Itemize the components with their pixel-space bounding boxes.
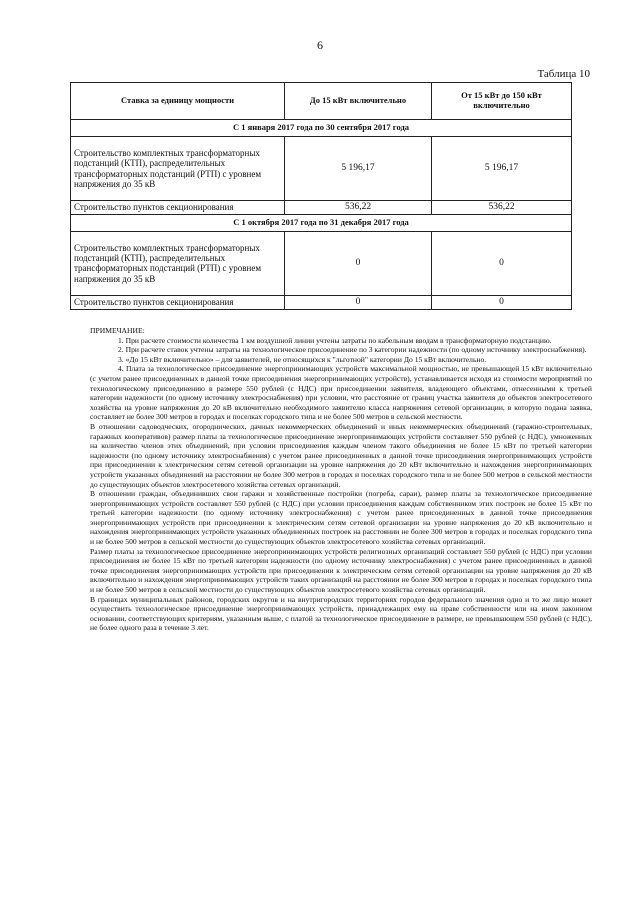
row-label: Строительство комплектных трансформаторных подстанций (КТП), распределительных трансформаторных подстанций (РТП) с уровнем напряжения до 35 кВ [71,137,285,201]
value-15-to-150: 536,22 [432,201,572,215]
note-item-3: 3. «До 15 кВт включительно» – для заявителей, не относящихся к "льготной" категории До 15 кВт включительно. [118,354,487,364]
table-row [71,295,572,309]
note-paragraph-religious: Размер платы за технологическое присоединение энергопринимающих устройств религиозных организаций составляет 550 рублей (с НДС) при условии присоединения не более 15 кВт по третьей категории надежности (по одному источнику электроснабжения) с учетом ранее присоединенных в данной точке присоединения энергопринимающих устройств при присоединении к электрическим сетям сетевой организации на уровне напряжения до 20 кВ включительно и нахождения энергопринимающих устройств таких организаций на расстоянии не более 300 метров в городах и поселках городского типа и не более 500 метров в сельской местности до существующих объектов электросетевого хозяйства сетевых организаций. [90,546,592,595]
table-row [71,137,572,201]
tariff-table [70,82,572,310]
row-label: Строительство пунктов секционирования [71,201,285,215]
value-15-to-150: 0 [432,231,572,295]
notes-title: ПРИМЕЧАНИЕ: [90,326,145,335]
table-label: Таблица 10 [537,68,590,80]
table-row [71,201,572,215]
table-header-row [71,83,572,120]
row-label: Строительство комплектных трансформаторных подстанций (КТП), распределительных трансформаторных подстанций (РТП) с уровнем напряжения до 35 кВ [71,231,285,295]
table-row [71,231,572,295]
notes-section [90,326,592,633]
period-label: С 1 октября 2017 года по 31 декабря 2017 года [71,214,572,231]
note-paragraph-territories: В границах муниципальных районов, городских округов и на внутригородских территориях городов федерального значения одно и то же лицо может осуществить технологическое присоединение энергопринимающих устройств, принадлежащих ему на праве собственности или на ином законном основании, соответствующих критериям, указанным выше, с платой за технологическое присоединение в размере, не превышающем 550 рублей (с НДС), не более одного раза в течение 3 лет. [90,594,592,633]
period-row [71,214,572,231]
value-15-to-150: 5 196,17 [432,137,572,201]
note-item-2: 2. При расчете ставок учтены затраты на технологическое присоединение по 3 категории надежности (по одному источнику электроснабжения). [118,345,587,355]
value-up-to-15: 5 196,17 [285,137,432,201]
header-up-to-15: До 15 кВт включительно [285,83,432,120]
header-15-to-150: От 15 кВт до 150 кВт включительно [432,83,572,120]
value-15-to-150: 0 [432,295,572,309]
note-paragraph-associations: В отношении садоводческих, огороднических, дачных некоммерческих объединений и иных некоммерческих объединений (гаражно-строительных, гаражных кооперативов) размер платы за технологическое присоединение энергопринимающих устройств составляет 550 рублей (с НДС), умноженных на количество членов этих объединений, при условии присоединения каждым членом такого объединения не более 15 кВт по третьей категории надежности (по одному источнику электроснабжения) с учетом ранее присоединенных в данной точке присоединения энергопринимающих устройств при присоединении к электрическим сетям сетевой организации на уровне напряжения до 20 кВт включительно и нахождения энергопринимающих устройств указанных объединений на расстоянии не более 300 метров в городах и поселках городского типа и не более 500 метров в сельской местности до существующих объектов электросетевого хозяйства сетевых организаций. [90,421,592,489]
row-label: Строительство пунктов секционирования [71,295,285,309]
note-paragraph-garages: В отношении граждан, объединивших свои гаражи и хозяйственные постройки (погреба, сараи), размер платы за технологическое присоединение энергопринимающих устройств составляет 550 рублей (с НДС) при условии присоединения каждым собственником этих построек не более 15 кВт по третьей категории надежности (по одному источнику электроснабжения) с учетом ранее присоединенных в данной точке присоединения энергопринимающих устройств при присоединении к электрическим сетям сетевой организации на уровне напряжения до 20 кВ включительно и нахождения энергопринимающих устройств указанных объединенных построек на расстоянии не более 300 метров в городах и поселках городского типа и не более 500 метров в сельской местности до существующих объектов электросетевого хозяйства сетевых организаций. [90,489,592,547]
value-up-to-15: 536,22 [285,201,432,215]
period-row [71,120,572,137]
header-rate: Ставка за единицу мощности [71,83,285,120]
note-item-1: 1. При расчете стоимости количества 1 км воздушной линии учтены затраты по кабельным вводам в трансформаторную подстанцию. [118,335,552,345]
period-label: С 1 января 2017 года по 30 сентября 2017 года [71,120,572,137]
value-up-to-15: 0 [285,295,432,309]
page-number: 6 [317,38,323,52]
note-item-4: 4. Плата за технологическое присоединение энергопринимающих устройств максимальной мощностью, не превышающей 15 кВт включительно (с учетом ранее присоединенных в данной точке присоединения энергопринимающих устройств), устанавливается исходя из стоимости мероприятий по технологическому присоединению в размере 550 рублей (с НДС) при присоединении заявителя, владеющего объектами, отнесенными к третьей категории надежности (по одному источнику электроснабжения) при условии, что расстояние от границ участка заявителя до объектов электросетевого хозяйства на уровне напряжения до 20 кВ включительно необходимого заявителю класса напряжения сетевой организации, в которую подана заявка, составляет не более 300 метров в городах и поселках городского типа и не более 500 метров в сельской местности. [90,364,592,422]
value-up-to-15: 0 [285,231,432,295]
